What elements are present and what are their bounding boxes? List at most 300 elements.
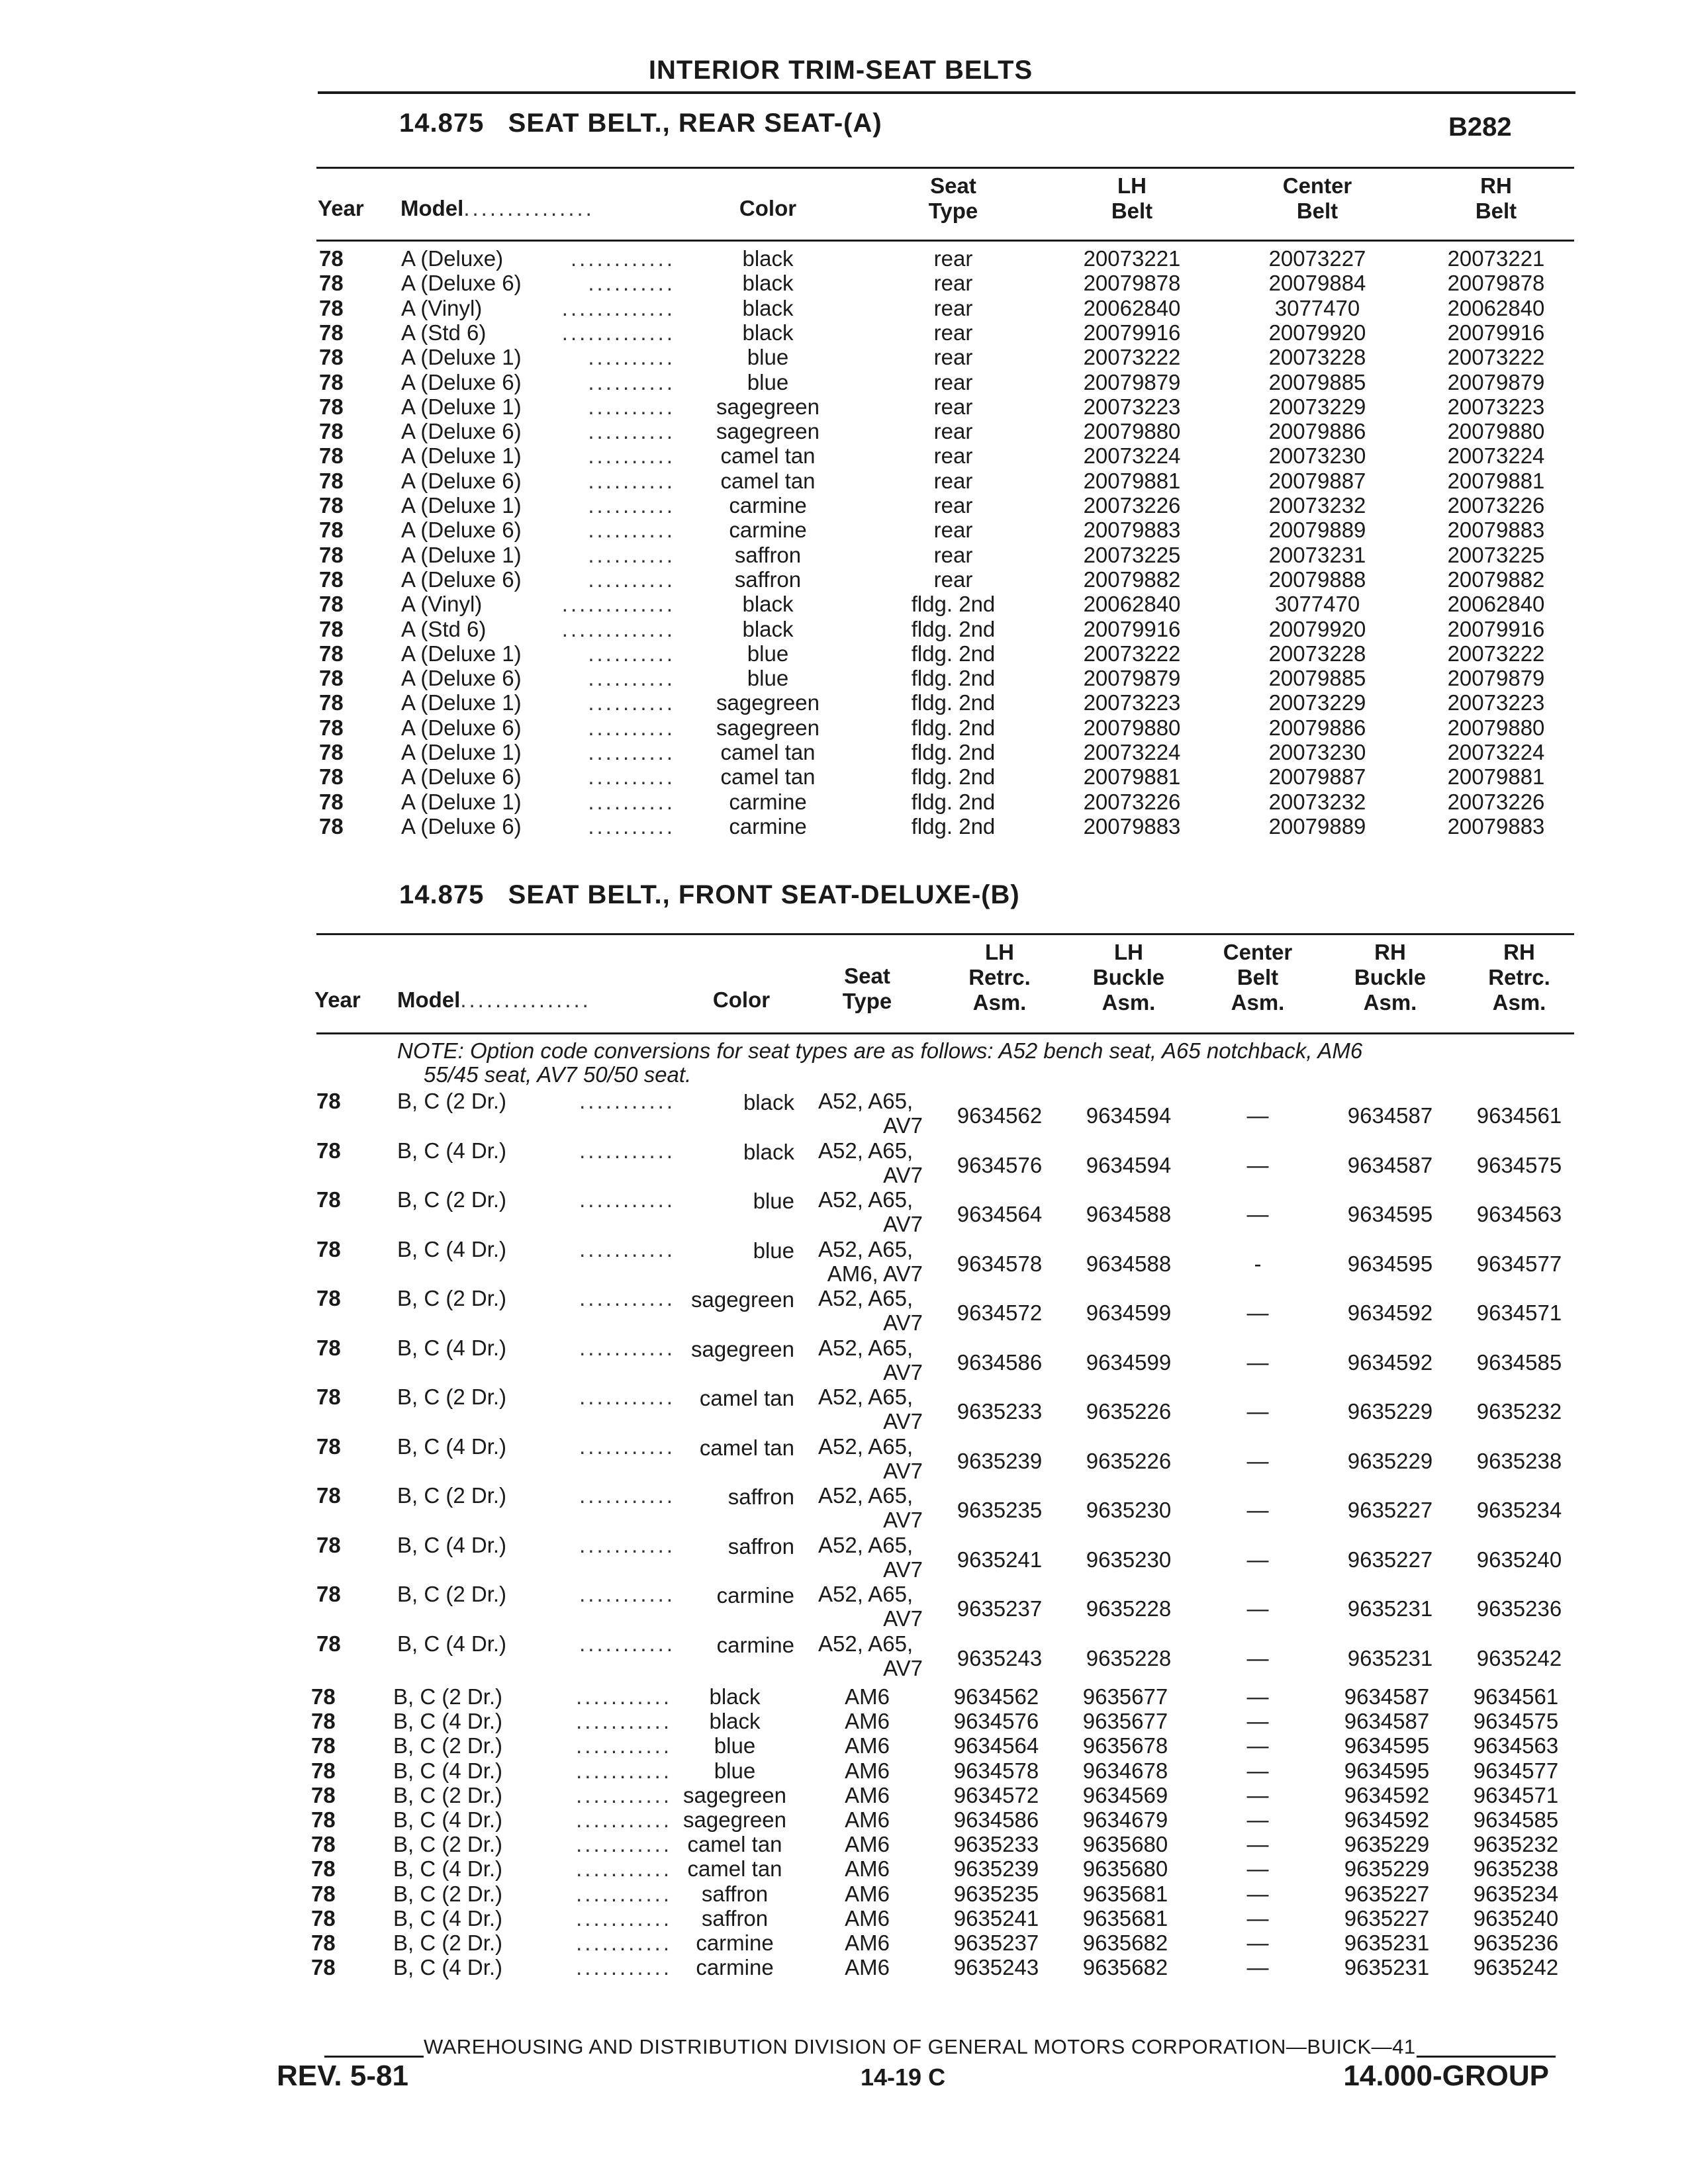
table-row: [0, 814, 1688, 839]
color-cell: sagegreen: [683, 1782, 786, 1807]
seat-type-cell: rear: [933, 443, 973, 469]
color-cell: carmine: [729, 518, 807, 543]
rh-retrc-cell: 9635232: [1473, 1832, 1559, 1857]
lh-retrc-cell: 9635241: [957, 1547, 1043, 1572]
model-dots: ..........: [588, 813, 675, 839]
seat-type-line2: AV7: [883, 1113, 923, 1138]
lh-buckle-cell: 9635681: [1082, 1905, 1168, 1931]
color-cell: camel tan: [687, 1856, 782, 1882]
model-cell: B, C (2 Dr.): [397, 1187, 507, 1212]
color-cell: black: [742, 295, 794, 320]
lh-buckle-cell: 9635228: [1086, 1645, 1172, 1670]
lh-belt-cell: 20073224: [1083, 443, 1181, 469]
hdr-a-seat-type: Seat Type: [928, 173, 978, 223]
lh-buckle-cell: 9634594: [1086, 1152, 1172, 1177]
rh-retrc-cell: 9635236: [1473, 1931, 1559, 1955]
year-cell: 78: [311, 1758, 336, 1783]
seat-type-cell: rear: [933, 394, 973, 419]
center-belt-cell: 20079920: [1268, 616, 1366, 641]
seat-type-note: NOTE: Option code conversions for seat types are as follows: A52 bench seat, A65 notchback, AM6 55/45 seat, AV7 50/50 seat.: [397, 1038, 1363, 1087]
table-row: [0, 370, 1688, 395]
section-a-rule-top: [316, 167, 1574, 169]
section-a-title: 14.875 SEAT BELT., REAR SEAT-(A): [399, 109, 882, 138]
seat-type-cell: rear: [933, 567, 973, 592]
lh-retrc-cell: 9635239: [953, 1856, 1039, 1882]
year-cell: 78: [311, 1856, 336, 1882]
seat-type-cell: fldg. 2nd: [911, 740, 996, 764]
model-cell: B, C (4 Dr.): [397, 1532, 507, 1557]
rh-buckle-cell: 9635227: [1347, 1498, 1433, 1522]
color-cell: black: [742, 592, 794, 617]
rh-buckle-cell: 9634587: [1344, 1684, 1430, 1709]
color-cell: sagegreen: [716, 394, 820, 419]
rh-retrc-cell: 9635240: [1476, 1547, 1562, 1572]
year-cell: 78: [319, 369, 344, 394]
model-cell: B, C (4 Dr.): [397, 1631, 507, 1656]
center-belt-cell: 20079920: [1268, 320, 1366, 345]
rh-retrc-cell: 9634561: [1473, 1684, 1559, 1709]
lh-belt-cell: 20079916: [1083, 320, 1181, 345]
lh-buckle-cell: 9635226: [1086, 1448, 1172, 1473]
year-cell: 78: [319, 715, 344, 740]
seat-type-line1: A52, A65,: [818, 1631, 914, 1656]
seat-type-cell: AM6: [845, 1733, 890, 1758]
table-row: [0, 345, 1688, 370]
rh-buckle-cell: 9634595: [1344, 1758, 1430, 1783]
rh-belt-cell: 20073223: [1447, 394, 1545, 419]
lh-retrc-cell: 9635235: [957, 1498, 1043, 1522]
model-cell: A (Deluxe 1): [401, 740, 522, 764]
footer-rule-left: [324, 2056, 424, 2058]
seat-type-cell: AM6: [845, 1856, 890, 1882]
seat-type-cell: rear: [933, 369, 973, 394]
model-cell: B, C (4 Dr.): [393, 1955, 503, 1980]
color-cell: sagegreen: [691, 1287, 794, 1312]
lh-retrc-cell: 9634586: [957, 1349, 1043, 1375]
lh-retrc-cell: 9635233: [957, 1399, 1043, 1424]
rh-belt-cell: 20073224: [1447, 443, 1545, 469]
seat-type-cell: AM6: [845, 1709, 890, 1734]
center-belt-cell: —: [1246, 1448, 1269, 1473]
color-cell: saffron: [727, 1533, 794, 1559]
rh-buckle-cell: 9634592: [1347, 1300, 1433, 1325]
color-cell: black: [742, 320, 794, 345]
seat-type-cell: fldg. 2nd: [911, 616, 996, 641]
color-cell: sagegreen: [716, 715, 820, 740]
rh-retrc-cell: 9634571: [1473, 1782, 1559, 1807]
lh-buckle-cell: 9634599: [1086, 1300, 1172, 1325]
model-dots: ............: [570, 246, 675, 271]
model-dots: ..........: [588, 345, 675, 370]
color-cell: sagegreen: [716, 690, 820, 715]
lh-belt-cell: 20073224: [1083, 740, 1181, 764]
seat-type-line2: AV7: [883, 1409, 923, 1433]
seat-type-cell: AM6: [845, 1881, 890, 1906]
center-belt-cell: 20073228: [1268, 641, 1366, 666]
table-row: [0, 1684, 1688, 1709]
table-row: [0, 592, 1688, 617]
table-row: [0, 1882, 1688, 1906]
table-row: [0, 790, 1688, 815]
rh-belt-cell: 20073226: [1447, 789, 1545, 814]
lh-retrc-cell: 9634578: [957, 1251, 1043, 1276]
seat-type-line2: AV7: [883, 1557, 923, 1582]
center-belt-cell: 20073229: [1268, 690, 1366, 715]
rh-belt-cell: 20062840: [1447, 592, 1545, 617]
center-belt-cell: 20079887: [1268, 764, 1366, 790]
rh-belt-cell: 20079883: [1447, 518, 1545, 543]
center-belt-cell: —: [1246, 1832, 1269, 1857]
color-cell: camel tan: [699, 1435, 794, 1460]
table-row: [0, 1856, 1688, 1881]
center-belt-cell: 20073230: [1268, 740, 1366, 764]
center-belt-cell: —: [1246, 1152, 1269, 1177]
model-cell: A (Std 6): [401, 616, 487, 641]
lh-buckle-cell: 9635678: [1082, 1733, 1168, 1758]
rh-retrc-cell: 9634585: [1476, 1349, 1562, 1375]
model-dots: ...........: [579, 1236, 675, 1261]
title-rule: [318, 91, 1575, 94]
model-cell: A (Deluxe 6): [401, 518, 522, 543]
lh-retrc-cell: 9634586: [953, 1807, 1039, 1832]
seat-type-line2: AV7: [883, 1162, 923, 1187]
table-row: [0, 271, 1688, 296]
table-row: [0, 617, 1688, 642]
year-cell: 78: [311, 1733, 336, 1758]
year-cell: 78: [319, 246, 344, 271]
rh-buckle-cell: 9634592: [1347, 1349, 1433, 1375]
year-cell: 78: [319, 468, 344, 493]
model-cell: B, C (2 Dr.): [393, 1684, 503, 1709]
hdr-b-center-belt: Center Belt Asm.: [1223, 940, 1293, 1015]
seat-type-line2: AV7: [883, 1655, 923, 1680]
lh-retrc-cell: 9635239: [957, 1448, 1043, 1473]
section-a-rule-header: [316, 240, 1574, 242]
lh-belt-cell: 20062840: [1083, 592, 1181, 617]
seat-type-line1: A52, A65,: [818, 1138, 914, 1163]
model-cell: B, C (4 Dr.): [393, 1905, 503, 1931]
center-belt-cell: -: [1254, 1251, 1262, 1276]
color-cell: blue: [747, 641, 789, 666]
seat-type-line1: A52, A65,: [818, 1187, 914, 1212]
rh-belt-cell: 20079881: [1447, 764, 1545, 790]
seat-type-cell: rear: [933, 320, 973, 345]
rh-buckle-cell: 9634595: [1347, 1251, 1433, 1276]
lh-belt-cell: 20073222: [1083, 345, 1181, 370]
table-row: [0, 1187, 1688, 1236]
lh-belt-cell: 20073223: [1083, 394, 1181, 419]
rh-belt-cell: 20073221: [1447, 246, 1545, 271]
seat-type-cell: rear: [933, 518, 973, 543]
table-row: [0, 543, 1688, 568]
lh-belt-cell: 20073225: [1083, 542, 1181, 567]
model-cell: A (Deluxe 6): [401, 813, 522, 839]
lh-retrc-cell: 9634576: [953, 1709, 1039, 1734]
rh-belt-cell: 20079882: [1447, 567, 1545, 592]
year-cell: 78: [311, 1684, 336, 1709]
model-dots: ..........: [588, 394, 675, 419]
model-dots: ..........: [588, 271, 675, 296]
color-cell: blue: [753, 1189, 794, 1213]
center-belt-cell: 20073230: [1268, 443, 1366, 469]
year-cell: 78: [311, 1807, 336, 1832]
model-dots: ...........: [579, 1286, 675, 1310]
lh-belt-cell: 20073221: [1083, 246, 1181, 271]
seat-type-cell: fldg. 2nd: [911, 789, 996, 814]
lh-retrc-cell: 9635241: [953, 1905, 1039, 1931]
center-belt-cell: 3077470: [1274, 592, 1360, 617]
lh-belt-cell: 20079879: [1083, 369, 1181, 394]
year-cell: 78: [319, 740, 344, 764]
center-belt-cell: —: [1246, 1881, 1269, 1906]
seat-type-cell: AM6: [845, 1905, 890, 1931]
table-row: [0, 764, 1688, 790]
model-dots: ...........: [579, 1582, 675, 1606]
seat-type-cell: rear: [933, 493, 973, 518]
model-cell: A (Deluxe 6): [401, 271, 522, 296]
seat-type-line2: AV7: [883, 1359, 923, 1385]
seat-type-line1: A52, A65,: [818, 1483, 914, 1508]
lh-buckle-cell: 9635677: [1082, 1684, 1168, 1709]
model-cell: A (Deluxe 1): [401, 789, 522, 814]
rh-buckle-cell: 9634587: [1344, 1709, 1430, 1734]
table-row: [0, 1733, 1688, 1758]
hdr-a-model: Model...............: [400, 196, 594, 220]
center-belt-cell: 20079889: [1268, 518, 1366, 543]
rh-belt-cell: 20073222: [1447, 345, 1545, 370]
center-belt-cell: 20073232: [1268, 789, 1366, 814]
model-cell: A (Deluxe 1): [401, 641, 522, 666]
model-cell: B, C (2 Dr.): [393, 1931, 503, 1955]
lh-retrc-cell: 9635233: [953, 1832, 1039, 1857]
center-belt-cell: —: [1246, 1547, 1269, 1572]
model-cell: A (Deluxe 1): [401, 690, 522, 715]
lh-belt-cell: 20079881: [1083, 764, 1181, 790]
model-cell: A (Deluxe 6): [401, 666, 522, 691]
lh-buckle-cell: 9634588: [1086, 1202, 1172, 1226]
lh-retrc-cell: 9634564: [957, 1202, 1043, 1226]
model-dots: ..........: [588, 493, 675, 518]
lh-retrc-cell: 9634562: [953, 1684, 1039, 1709]
color-cell: sagegreen: [683, 1807, 786, 1832]
lh-retrc-cell: 9634578: [953, 1758, 1039, 1783]
section-a-code: B282: [1448, 113, 1512, 142]
seat-type-cell: rear: [933, 246, 973, 271]
table-row: [0, 1807, 1688, 1832]
rh-retrc-cell: 9635238: [1473, 1856, 1559, 1882]
color-cell: black: [743, 1090, 794, 1115]
color-cell: camel tan: [720, 764, 816, 790]
year-cell: 78: [316, 1089, 341, 1113]
seat-type-cell: fldg. 2nd: [911, 641, 996, 666]
model-cell: B, C (2 Dr.): [397, 1385, 507, 1409]
lh-buckle-cell: 9635230: [1086, 1498, 1172, 1522]
rh-buckle-cell: 9635229: [1347, 1448, 1433, 1473]
model-dots: ...........: [579, 1483, 675, 1508]
lh-buckle-cell: 9635682: [1082, 1931, 1168, 1955]
center-belt-cell: —: [1246, 1955, 1269, 1980]
color-cell: camel tan: [720, 443, 816, 469]
model-dots: ..........: [588, 789, 675, 814]
color-cell: saffron: [701, 1881, 769, 1906]
year-cell: 78: [319, 666, 344, 691]
rh-buckle-cell: 9634592: [1344, 1782, 1430, 1807]
lh-belt-cell: 20079880: [1083, 419, 1181, 444]
model-dots: ...........: [576, 1856, 672, 1882]
table-row: [0, 296, 1688, 321]
lh-buckle-cell: 9635681: [1082, 1881, 1168, 1906]
rh-belt-cell: 20079883: [1447, 813, 1545, 839]
model-dots: ..........: [588, 443, 675, 469]
year-cell: 78: [316, 1582, 341, 1606]
rh-belt-cell: 20073222: [1447, 641, 1545, 666]
model-dots: ...........: [576, 1758, 672, 1783]
model-dots: .............: [561, 295, 675, 320]
seat-type-cell: fldg. 2nd: [911, 666, 996, 691]
model-cell: A (Vinyl): [401, 295, 483, 320]
lh-retrc-cell: 9635243: [953, 1955, 1039, 1980]
lh-belt-cell: 20079916: [1083, 616, 1181, 641]
table-row: [0, 666, 1688, 691]
lh-belt-cell: 20079883: [1083, 813, 1181, 839]
rh-retrc-cell: 9634571: [1476, 1300, 1562, 1325]
lh-belt-cell: 20079883: [1083, 518, 1181, 543]
seat-type-cell: AM6: [845, 1758, 890, 1783]
lh-buckle-cell: 9635228: [1086, 1596, 1172, 1621]
rh-buckle-cell: 9634587: [1347, 1103, 1433, 1128]
color-cell: blue: [714, 1733, 756, 1758]
year-cell: 78: [319, 518, 344, 543]
hdr-b-year: Year: [314, 987, 361, 1012]
center-belt-cell: 20079885: [1268, 369, 1366, 394]
center-belt-cell: —: [1246, 1498, 1269, 1522]
lh-retrc-cell: 9634562: [957, 1103, 1043, 1128]
rh-buckle-cell: 9635231: [1347, 1645, 1433, 1670]
model-cell: A (Deluxe 1): [401, 345, 522, 370]
seat-type-cell: fldg. 2nd: [911, 690, 996, 715]
table-row: [0, 567, 1688, 592]
model-dots: ..........: [588, 468, 675, 493]
section-b-rule-header: [316, 1032, 1574, 1034]
model-dots: ...........: [576, 1955, 672, 1980]
center-belt-cell: —: [1246, 1758, 1269, 1783]
model-cell: B, C (4 Dr.): [397, 1138, 507, 1163]
rh-buckle-cell: 9634595: [1347, 1202, 1433, 1226]
rh-belt-cell: 20079878: [1447, 271, 1545, 296]
color-cell: sagegreen: [691, 1336, 794, 1361]
lh-retrc-cell: 9635237: [953, 1931, 1039, 1955]
lh-buckle-cell: 9634678: [1082, 1758, 1168, 1783]
color-cell: saffron: [734, 567, 802, 592]
table-row: [0, 469, 1688, 494]
table-row: [0, 1832, 1688, 1856]
lh-belt-cell: 20073226: [1083, 493, 1181, 518]
table-row: [0, 493, 1688, 518]
table-row: [0, 641, 1688, 666]
center-belt-cell: —: [1246, 1103, 1269, 1128]
rh-belt-cell: 20079880: [1447, 419, 1545, 444]
year-cell: 78: [319, 567, 344, 592]
rh-belt-cell: 20079916: [1447, 320, 1545, 345]
year-cell: 78: [311, 1931, 336, 1955]
model-dots: ..........: [588, 715, 675, 740]
center-belt-cell: —: [1246, 1807, 1269, 1832]
seat-type-line1: A52, A65,: [818, 1582, 914, 1606]
model-dots: ...........: [576, 1733, 672, 1758]
seat-type-cell: rear: [933, 542, 973, 567]
rh-buckle-cell: 9635227: [1347, 1547, 1433, 1572]
rh-buckle-cell: 9634587: [1347, 1152, 1433, 1177]
color-cell: carmine: [696, 1955, 774, 1980]
table-row: [0, 1582, 1688, 1631]
color-cell: blue: [747, 666, 789, 691]
footer-page-number: 14-19 C: [861, 2064, 946, 2091]
year-cell: 78: [319, 443, 344, 469]
hdr-a-lh-belt: LH Belt: [1111, 173, 1153, 223]
year-cell: 78: [319, 320, 344, 345]
model-cell: A (Deluxe 1): [401, 542, 522, 567]
center-belt-cell: —: [1246, 1202, 1269, 1226]
center-belt-cell: 20073227: [1268, 246, 1366, 271]
model-cell: A (Deluxe 6): [401, 369, 522, 394]
model-cell: B, C (2 Dr.): [393, 1733, 503, 1758]
year-cell: 78: [311, 1955, 336, 1980]
rh-buckle-cell: 9635231: [1344, 1931, 1430, 1955]
seat-type-line1: A52, A65,: [818, 1385, 914, 1409]
center-belt-cell: —: [1246, 1300, 1269, 1325]
seat-type-cell: AM6: [845, 1931, 890, 1955]
section-b-rule-top: [316, 933, 1574, 935]
year-cell: 78: [311, 1881, 336, 1906]
model-dots: ...........: [579, 1335, 675, 1360]
color-cell: saffron: [734, 542, 802, 567]
table-row: [0, 1089, 1688, 1138]
seat-type-cell: fldg. 2nd: [911, 715, 996, 740]
rh-belt-cell: 20079881: [1447, 468, 1545, 493]
seat-type-cell: AM6: [845, 1684, 890, 1709]
center-belt-cell: 20079888: [1268, 567, 1366, 592]
color-cell: carmine: [729, 493, 807, 518]
color-cell: blue: [714, 1758, 756, 1783]
model-dots: ...........: [579, 1433, 675, 1459]
hdr-b-rh-retrc: RH Retrc. Asm.: [1488, 940, 1550, 1015]
lh-buckle-cell: 9634679: [1082, 1807, 1168, 1832]
hdr-b-seat-type: Seat Type: [842, 964, 892, 1013]
seat-type-cell: rear: [933, 345, 973, 370]
color-cell: blue: [747, 369, 789, 394]
rh-belt-cell: 20079916: [1447, 616, 1545, 641]
model-dots: ...........: [579, 1631, 675, 1656]
table-row: [0, 1434, 1688, 1483]
rh-buckle-cell: 9635227: [1344, 1881, 1430, 1906]
table-row: [0, 1138, 1688, 1187]
lh-buckle-cell: 9635230: [1086, 1547, 1172, 1572]
table-row: [0, 1955, 1688, 1979]
year-cell: 78: [319, 813, 344, 839]
model-dots: ...........: [576, 1832, 672, 1857]
center-belt-cell: 3077470: [1274, 295, 1360, 320]
year-cell: 78: [319, 271, 344, 296]
lh-buckle-cell: 9634599: [1086, 1349, 1172, 1375]
year-cell: 78: [316, 1385, 341, 1409]
table-row: [0, 1336, 1688, 1385]
center-belt-cell: —: [1246, 1645, 1269, 1670]
model-cell: B, C (2 Dr.): [393, 1881, 503, 1906]
hdr-a-center-belt: Center Belt: [1282, 173, 1352, 223]
color-cell: black: [709, 1684, 761, 1709]
color-cell: camel tan: [720, 740, 816, 764]
color-cell: black: [742, 246, 794, 271]
